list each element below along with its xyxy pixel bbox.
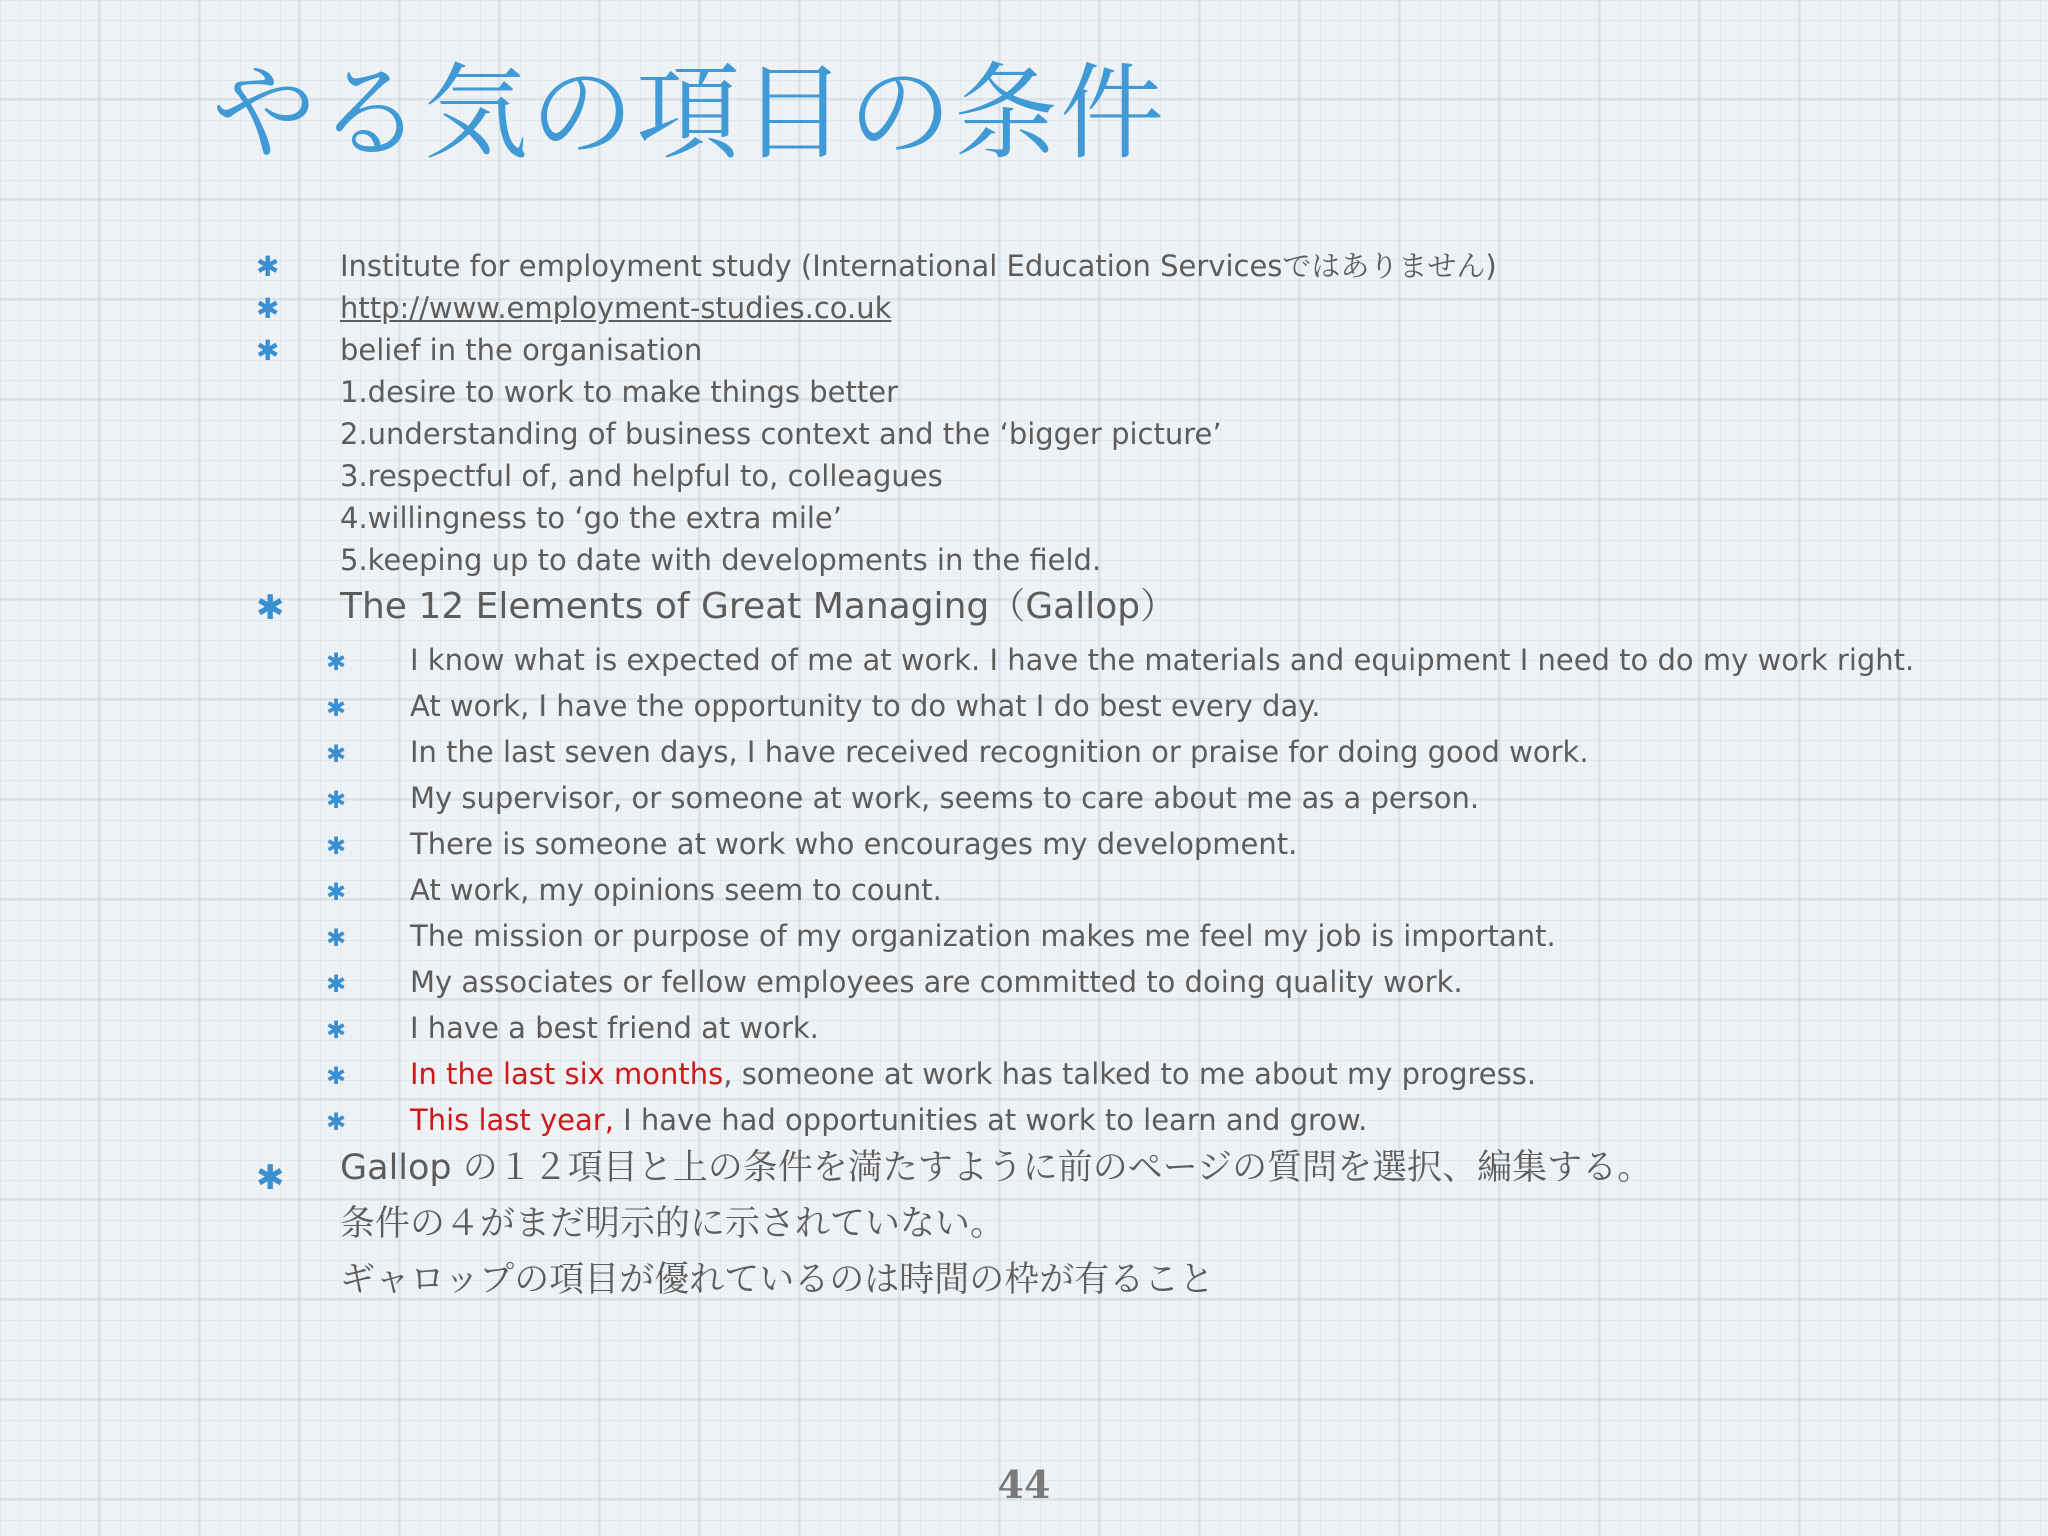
- ies-condition-5: 5.keeping up to date with developments in the field.: [340, 543, 1102, 577]
- bullet-icon: ✱: [256, 1158, 285, 1198]
- bullet-icon: ✱: [326, 1016, 347, 1044]
- bullet-icon: ✱: [326, 648, 347, 676]
- ies-condition-3: 3.respectful of, and helpful to, colleagues: [340, 459, 943, 493]
- gallop-element-8: My associates or fellow employees are committed to doing quality work.: [410, 965, 1463, 999]
- bullet-icon: ✱: [256, 588, 285, 628]
- ies-condition-2: 2.understanding of business context and the ‘bigger picture’: [340, 417, 1222, 451]
- gallop-element-3: In the last seven days, I have received recognition or praise for doing good work.: [410, 735, 1589, 769]
- bullet-icon: ✱: [326, 878, 347, 906]
- bullet-icon: ✱: [326, 1108, 347, 1136]
- bullet-icon: ✱: [326, 740, 347, 768]
- element-text: , someone at work has talked to me about my progress.: [723, 1057, 1537, 1091]
- bullet-icon: ✱: [326, 1062, 347, 1090]
- gallop-element-6: At work, my opinions seem to count.: [410, 873, 942, 907]
- gallop-element-10: [410, 1052, 1536, 1096]
- ies-source-text: Institute for employment study (International Education Servicesではありません): [340, 249, 1497, 283]
- element-text: I have had opportunities at work to learn and grow.: [613, 1103, 1368, 1137]
- ies-website-link[interactable]: http://www.employment-studies.co.uk: [340, 291, 892, 325]
- gallop-element-2: At work, I have the opportunity to do what I do best every day.: [410, 689, 1321, 723]
- gallop-element-9: I have a best friend at work.: [410, 1011, 819, 1045]
- ies-condition-4: 4.willingness to ‘go the extra mile’: [340, 501, 842, 535]
- bullet-icon: ✱: [326, 786, 347, 814]
- gallop-element-1: I know what is expected of me at work. I have the materials and equipment I need to do my work right.: [410, 643, 1915, 677]
- page-number: 44: [997, 1462, 1051, 1507]
- bullet-icon: ✱: [256, 334, 280, 367]
- bullet-icon: ✱: [256, 292, 280, 325]
- ies-belief-heading: belief in the organisation: [340, 333, 703, 367]
- highlight-text: In the last six months: [410, 1057, 724, 1091]
- gallop-element-4: My supervisor, or someone at work, seems to care about me as a person.: [410, 781, 1480, 815]
- gallop-heading: The 12 Elements of Great Managing（Gallop）: [340, 586, 1177, 627]
- gallop-element-7: The mission or purpose of my organization makes me feel my job is important.: [410, 919, 1556, 953]
- slide-title: やる気の項目の条件: [212, 52, 1167, 174]
- ies-condition-1: 1.desire to work to make things better: [340, 375, 899, 409]
- gallop-element-5: There is someone at work who encourages my development.: [410, 827, 1298, 861]
- bullet-icon: ✱: [326, 694, 347, 722]
- note-line-3: ギャロップの項目が優れているのは時間の枠が有ること: [340, 1260, 1215, 1300]
- bullet-icon: ✱: [326, 832, 347, 860]
- note-line-2: 条件の４がまだ明示的に示されていない。: [340, 1204, 1006, 1244]
- bullet-icon: ✱: [256, 250, 280, 283]
- gallop-element-11: [410, 1098, 1367, 1142]
- bullet-icon: ✱: [326, 970, 347, 998]
- bullet-icon: ✱: [326, 924, 347, 952]
- highlight-text: This last year,: [410, 1103, 614, 1137]
- note-line-1: Gallop の１２項目と上の条件を満たすように前のページの質問を選択、編集する。: [340, 1148, 1653, 1188]
